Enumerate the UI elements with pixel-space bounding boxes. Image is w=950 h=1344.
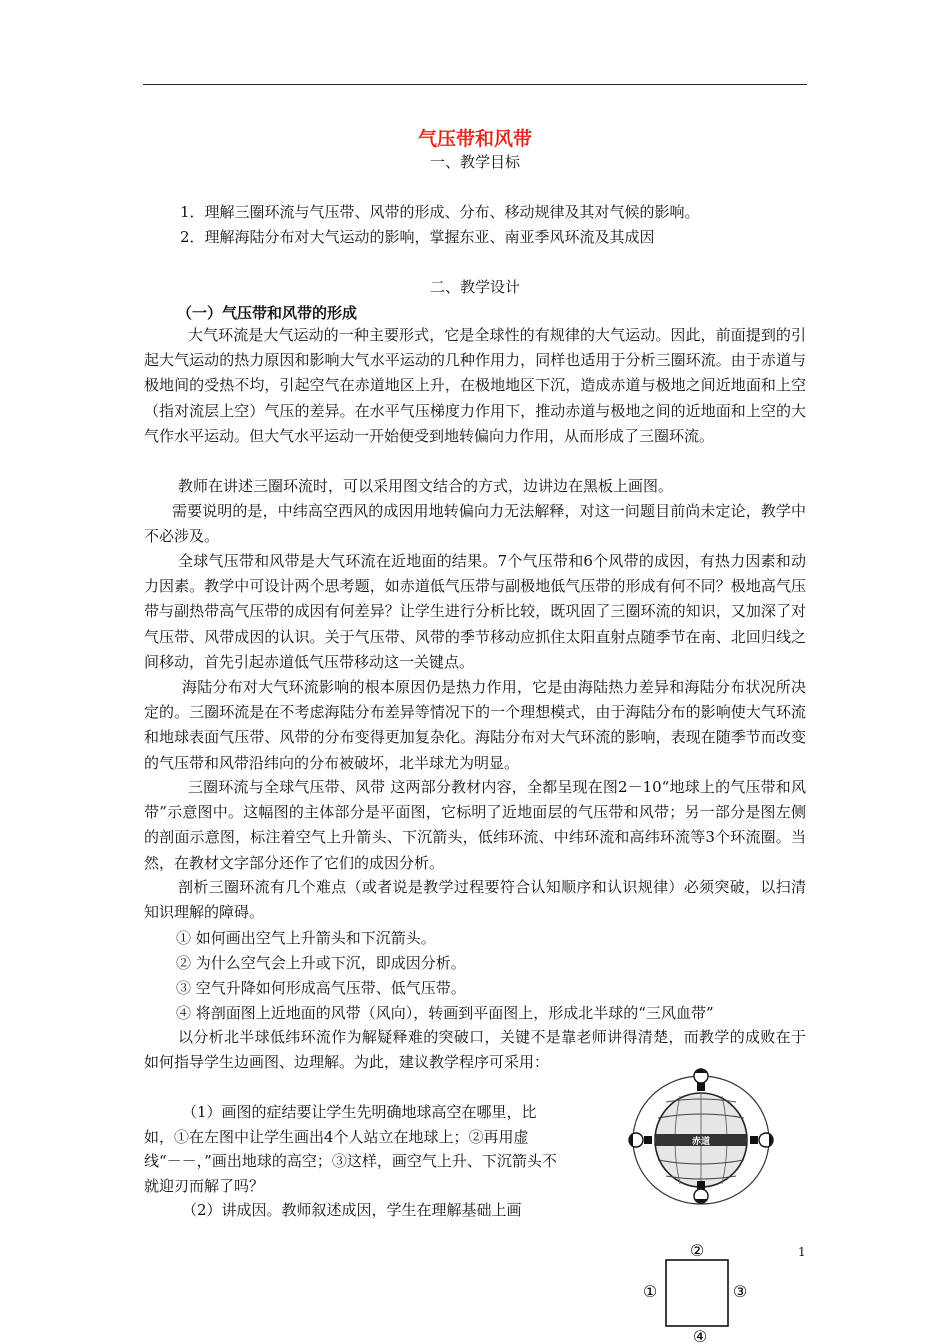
section1-heading: 一、教学目标 [429, 153, 520, 171]
person-icon [750, 1133, 773, 1147]
paragraph-7: 剖析三圈环流有几个难点（或者说是教学过程要符合认知顺序和认识规律）必须突破，以扫清知识理解的障碍。 [144, 878, 806, 922]
step-1: （1）画图的症结要让学生先明确地球高空在哪里，比如，①在左图中让学生画出4个人站立在地球上；②再用虚线“－－，”画出地球的高空；③这样，画空气上升、下沉箭头不就迎刃而解了吗？ [144, 1103, 557, 1195]
objective-1: 1．理解三圈环流与气压带、风带的形成、分布、移动规律及其对气候的影响。 [180, 203, 700, 221]
step-2: （2）讲成因。教师叙述成因，学生在理解基础上画 [182, 1201, 522, 1219]
paragraph-4: 全球气压带和风带是大气环流在近地面的结果。7个气压带和6个风带的成因，有热力因素和动力因素。教学中可设计两个思考题，如赤道低气压带与副极地低气压带的形成有何不同？极地高气压带与副热带高气压带的成因有何差异？让学生进行分析比较，既巩固了三圈环流的知识，又加深了对气压带、风带成因的认识。关于气压带、风带的季节移动应抓住太阳直射点随季节在南、北回归线之间移动，首先引起赤道低气压带移动这一关键点。 [144, 552, 806, 671]
objective-2: 2．理解海陆分布对大气运动的影响，掌握东亚、南亚季风环流及其成因 [180, 228, 655, 246]
label-2: ② [689, 1241, 705, 1260]
page-title: 气压带和风带 [417, 128, 532, 150]
label-4: ④ [692, 1327, 708, 1344]
paragraph-1: 大气环流是大气运动的一种主要形式，它是全球性的有规律的大气运动。因此，前面提到的引起大气运动的热力原因和影响大气水平运动的几种作用力，同样也适用于分析三圈环流。由于赤道与极地间的受热不均，引起空气在赤道地区上升，在极地地区下沉，造成赤道与极地之间近地面和上空（指对流层上空）气压的差异。在水平气压梯度力作用下，推动赤道与极地之间的近地面和上空的大气作水平运动。但大气水平运动一开始便受到地转偏向力作用，从而形成了三圈环流。 [144, 326, 806, 445]
section2-heading: 二、教学设计 [429, 278, 520, 296]
numbered-item-3: ③ 空气升降如何形成高气压带、低气压带。 [176, 979, 466, 997]
earth-figure [620, 1062, 782, 1208]
circulation-diagram [630, 1238, 760, 1344]
header-rule [143, 84, 807, 85]
paragraph-3: 需要说明的是，中纬高空西风的成因用地转偏向力无法解释，对这一问题目前尚未定论，教学中不必涉及。 [144, 502, 806, 546]
page-number: 1 [798, 1245, 806, 1259]
paragraph-2: 教师在讲述三圈环流时，可以采用图文结合的方式，边讲边在黑板上画图。 [178, 477, 674, 495]
circulation-loop [666, 1260, 728, 1326]
label-1: ① [642, 1282, 658, 1301]
person-icon [629, 1133, 652, 1147]
paragraph-8: 以分析北半球低纬环流作为解疑释难的突破口，关键不是靠老师讲得清楚，而教学的成败在于如何指导学生边画图、边理解。为此，建议教学程序可采用： [144, 1028, 806, 1072]
equator-label: 赤道 [691, 1137, 711, 1147]
numbered-item-4: ④ 将剖面图上近地面的风带（风向），转画到平面图上，形成北半球的“三风血带” [176, 1004, 714, 1022]
sub-heading: （一）气压带和风带的形成 [177, 304, 358, 322]
label-3: ③ [732, 1282, 748, 1301]
numbered-item-2: ② 为什么空气会上升或下沉，即成因分析。 [176, 954, 466, 972]
paragraph-5: 海陆分布对大气环流影响的根本原因仍是热力作用，它是由海陆热力差异和海陆分布状况所决定的。三圈环流是在不考虑海陆分布差异等情况下的一个理想模式，由于海陆分布的影响使大气环流和地球表面气压带、风带的分布变得更加复杂化。海陆分布对大气环流的影响，表现在随季节而改变的气压带和风带沿纬向的分布被破坏，北半球尤为明显。 [144, 678, 806, 772]
paragraph-6: 三圈环流与全球气压带、风带 这两部分教材内容，全都呈现在图2－10“地球上的气压带和风带”示意图中。这幅图的主体部分是平面图，它标明了近地面层的气压带和风带；另一部分是图左侧的剖面示意图，标注着空气上升箭头、下沉箭头，低纬环流、中纬环流和高纬环流等3个环流圈。当然，在教材文字部分还作了它们的成因分析。 [144, 778, 806, 872]
numbered-item-1: ① 如何画出空气上升箭头和下沉箭头。 [176, 929, 436, 947]
person-icon [694, 1069, 708, 1091]
